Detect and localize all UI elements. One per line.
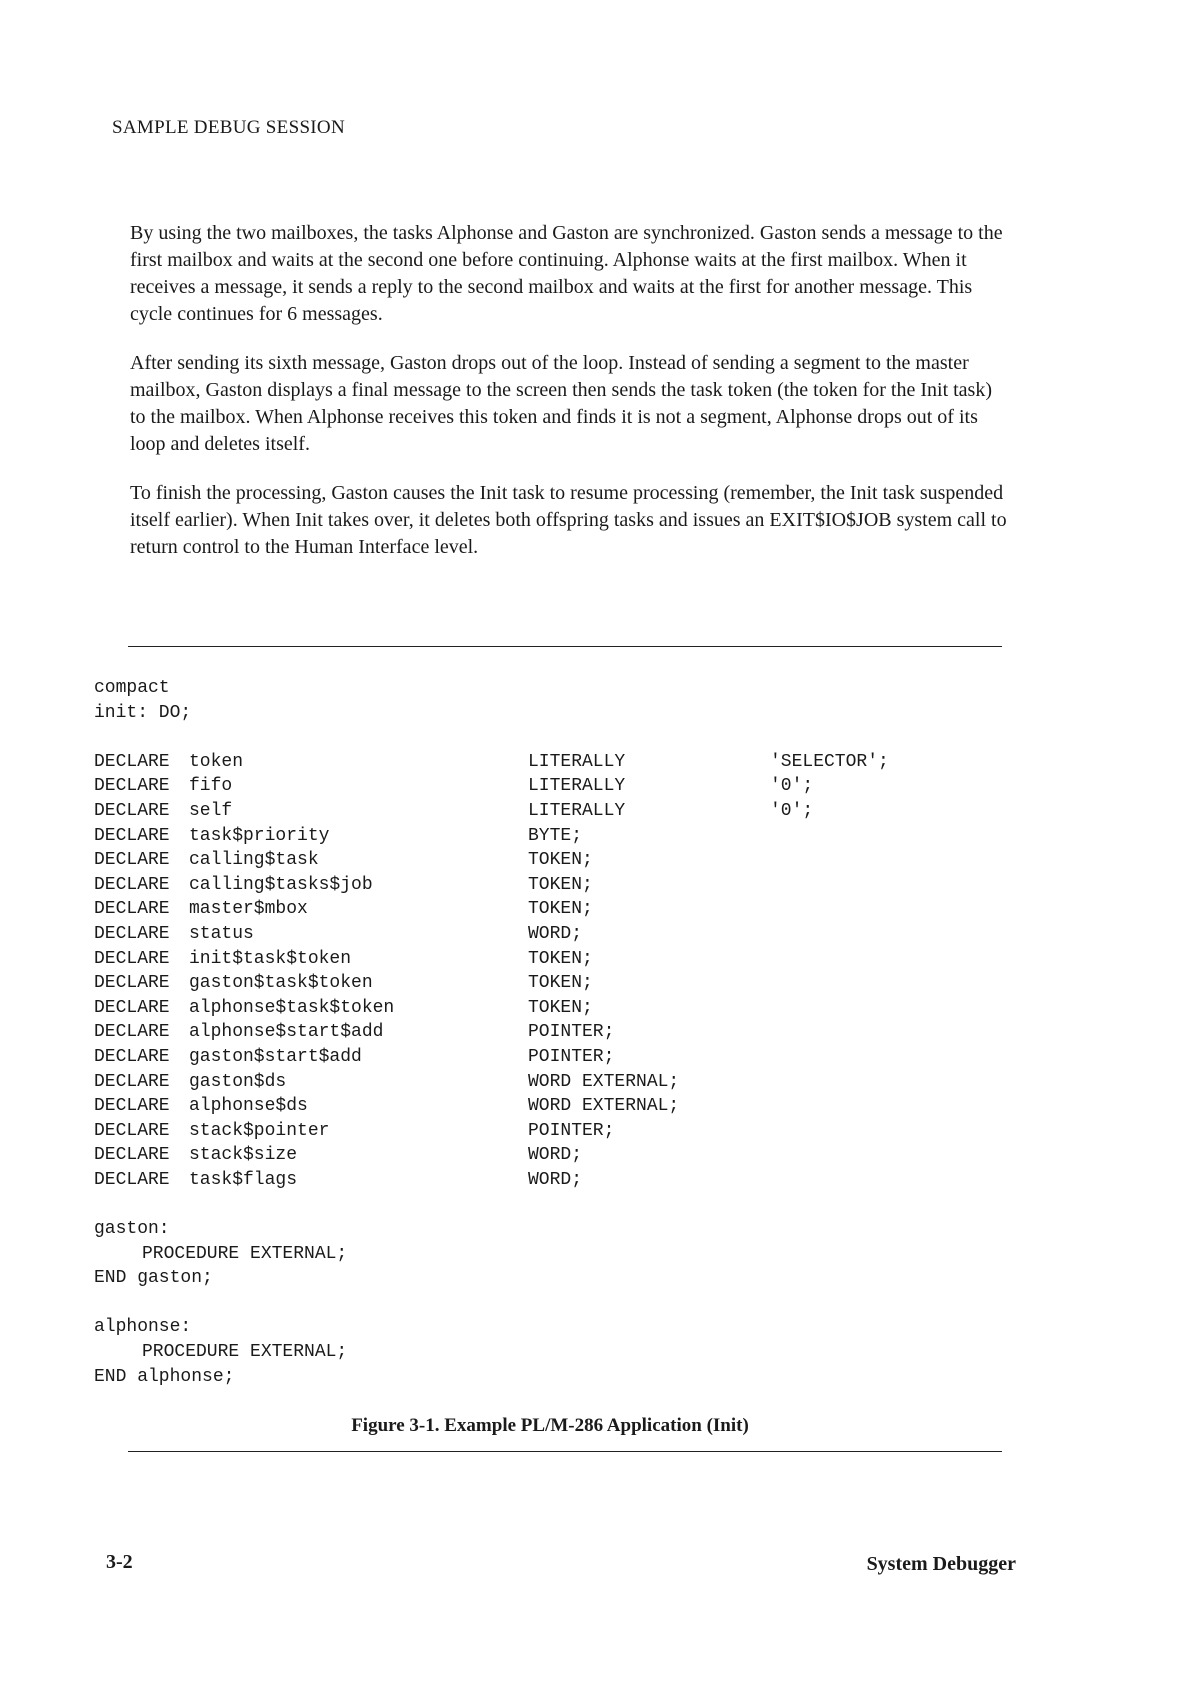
procedure-label: alphonse: xyxy=(94,1317,192,1338)
type: LITERALLY xyxy=(528,776,626,797)
procedure-body: PROCEDURE EXTERNAL; xyxy=(142,1243,348,1264)
keyword: DECLARE xyxy=(94,1071,170,1092)
keyword: DECLARE xyxy=(94,1145,170,1166)
identifier: stack$pointer xyxy=(189,1120,330,1141)
type: WORD; xyxy=(528,1169,583,1190)
declare-line xyxy=(94,799,1014,824)
keyword: DECLARE xyxy=(94,899,170,920)
type: LITERALLY xyxy=(528,751,626,772)
procedure-body: PROCEDURE EXTERNAL; xyxy=(142,1342,348,1363)
declare-line xyxy=(94,996,1014,1021)
figure-top-rule xyxy=(128,646,1002,647)
type: TOKEN; xyxy=(528,874,593,895)
identifier: gaston$task$token xyxy=(189,973,373,994)
declare-line xyxy=(94,1020,1014,1045)
figure-bottom-rule xyxy=(128,1451,1002,1452)
keyword: DECLARE xyxy=(94,1120,170,1141)
declare-line xyxy=(94,750,1014,775)
keyword: DECLARE xyxy=(94,800,170,821)
declare-line xyxy=(94,1143,1014,1168)
identifier: calling$task xyxy=(189,850,319,871)
literal-value: '0'; xyxy=(770,776,814,797)
keyword: DECLARE xyxy=(94,1096,170,1117)
declare-line xyxy=(94,873,1014,898)
declare-line xyxy=(94,947,1014,972)
declare-line xyxy=(94,1045,1014,1070)
body-text xyxy=(130,220,1010,583)
identifier: gaston$ds xyxy=(189,1071,287,1092)
identifier: task$flags xyxy=(189,1169,298,1190)
procedure-end: END gaston; xyxy=(94,1268,213,1289)
code-line: compact xyxy=(94,678,170,698)
section-header: SAMPLE DEBUG SESSION xyxy=(112,117,345,138)
identifier: gaston$start$add xyxy=(189,1046,362,1067)
blank-line xyxy=(94,1192,1014,1217)
type: TOKEN; xyxy=(528,973,593,994)
declare-line xyxy=(94,1094,1014,1119)
identifier: self xyxy=(189,800,233,821)
keyword: DECLARE xyxy=(94,776,170,797)
type: TOKEN; xyxy=(528,899,593,920)
identifier: init$task$token xyxy=(189,948,352,969)
keyword: DECLARE xyxy=(94,1022,170,1043)
type: POINTER; xyxy=(528,1120,615,1141)
declare-line xyxy=(94,922,1014,947)
keyword: DECLARE xyxy=(94,825,170,846)
identifier: alphonse$start$add xyxy=(189,1022,384,1043)
identifier: stack$size xyxy=(189,1145,298,1166)
declare-line xyxy=(94,848,1014,873)
identifier: alphonse$ds xyxy=(189,1096,308,1117)
figure-caption: Figure 3-1. Example PL/M-286 Application (Init) xyxy=(351,1415,749,1436)
type: WORD; xyxy=(528,1145,583,1166)
keyword: DECLARE xyxy=(94,874,170,895)
identifier: token xyxy=(189,751,244,772)
declare-line xyxy=(94,971,1014,996)
type: TOKEN; xyxy=(528,997,593,1018)
identifier: task$priority xyxy=(189,825,330,846)
type: TOKEN; xyxy=(528,948,593,969)
identifier: status xyxy=(189,923,254,944)
type: BYTE; xyxy=(528,825,583,846)
declare-line xyxy=(94,897,1014,922)
declare-line xyxy=(94,1070,1014,1095)
manual-name: System Debugger xyxy=(866,1553,1016,1575)
page-number: 3-2 xyxy=(106,1551,133,1573)
keyword: DECLARE xyxy=(94,1169,170,1190)
keyword: DECLARE xyxy=(94,751,170,772)
keyword: DECLARE xyxy=(94,1046,170,1067)
declare-line xyxy=(94,1168,1014,1193)
declare-line xyxy=(94,1119,1014,1144)
type: WORD EXTERNAL; xyxy=(528,1096,680,1117)
procedure-label: gaston: xyxy=(94,1219,170,1240)
declare-line xyxy=(94,774,1014,799)
type: POINTER; xyxy=(528,1022,615,1043)
identifier: master$mbox xyxy=(189,899,308,920)
identifier: alphonse$task$token xyxy=(189,997,395,1018)
type: WORD EXTERNAL; xyxy=(528,1071,680,1092)
type: WORD; xyxy=(528,923,583,944)
code-line: init: DO; xyxy=(94,702,192,723)
paragraph: By using the two mailboxes, the tasks Alphonse and Gaston are synchronized. Gaston sends a message to the first mailbox and waits at the second one before continuing. Alphonse waits at the first mailbox. When it receives a message, it sends a reply to the second mailbox and waits at the first for another message. This cycle continues for 6 messages. xyxy=(130,222,1003,325)
blank-line xyxy=(94,725,1014,750)
keyword: DECLARE xyxy=(94,973,170,994)
type: TOKEN; xyxy=(528,850,593,871)
keyword: DECLARE xyxy=(94,997,170,1018)
literal-value: 'SELECTOR'; xyxy=(770,751,889,772)
procedure-end: END alphonse; xyxy=(94,1366,235,1387)
declare-line xyxy=(94,824,1014,849)
identifier: calling$tasks$job xyxy=(189,874,373,895)
keyword: DECLARE xyxy=(94,850,170,871)
keyword: DECLARE xyxy=(94,948,170,969)
keyword: DECLARE xyxy=(94,923,170,944)
paragraph: After sending its sixth message, Gaston drops out of the loop. Instead of sending a segment to the master mailbox, Gaston displays a final message to the screen then sends the task token (the token for the Init task) to the mailbox. When Alphonse receives this token and finds it is not a segment, Alphonse drops out of its loop and deletes itself. xyxy=(130,352,993,455)
paragraph: To finish the processing, Gaston causes the Init task to resume processing (remember, the Init task suspended itself earlier). When Init takes over, it deletes both offspring tasks and issues an EXIT$IO$JOB system call to return control to the Human Interface level. xyxy=(130,482,1007,558)
identifier: fifo xyxy=(189,776,233,797)
type: LITERALLY xyxy=(528,800,626,821)
blank-line xyxy=(94,1291,1014,1316)
type: POINTER; xyxy=(528,1046,615,1067)
literal-value: '0'; xyxy=(770,800,814,821)
code-listing xyxy=(94,676,1014,1389)
